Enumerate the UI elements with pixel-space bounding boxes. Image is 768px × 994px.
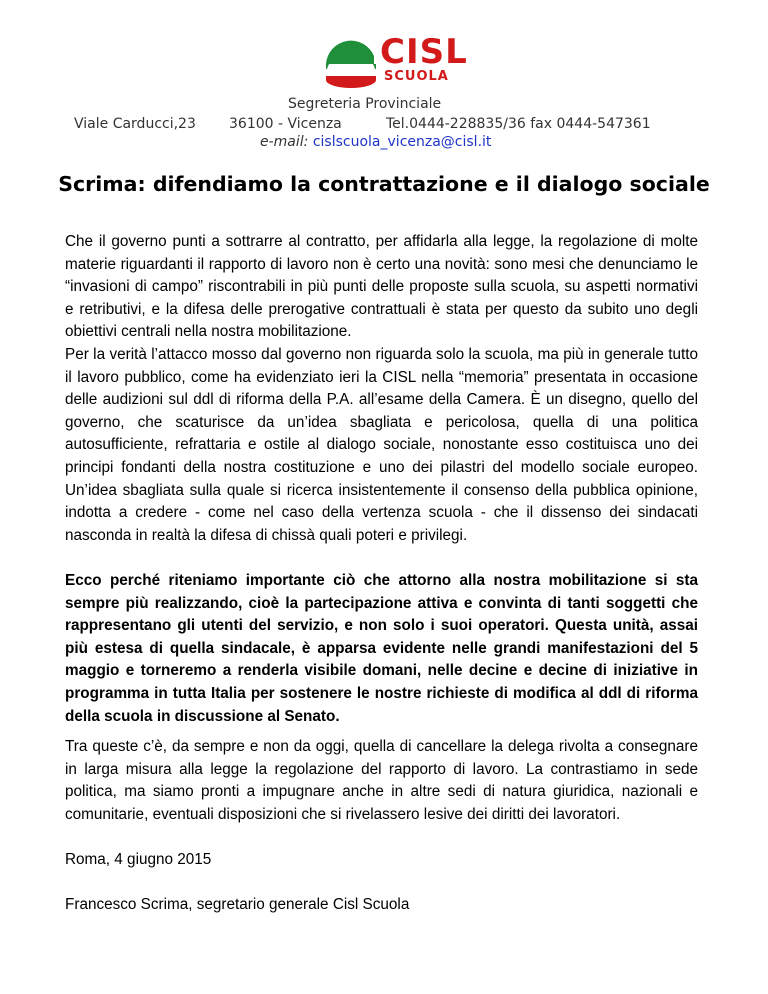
paragraph-2: Per la verità l’attacco mosso dal governo non riguarda solo la scuola, ma più in generale tutto il lavoro pubblico, come ha evidenziato ieri la CISL nella “memoria” presentata in occasione delle audizioni sul ddl di riforma della P.A. all’esame della Camera. È un disegno, quello del governo, che scaturisce da un’idea sbagliata e pericolosa, quella di una politica autosufficiente, refrattaria e ostile al dialogo sociale, nonostante esso costituisca uno dei principi fondanti della nostra costituzione e uno dei pilastri del modello sociale europeo. Un’idea sbagliata sulla quale si ricerca insistentemente il consenso della pubblica opinione, indotta a credere - come nel caso della vertenza scuola - che il dissenso dei sindacati nasconda in realtà la difesa di chissà quali poteri e privilegi.	[65, 346, 698, 544]
header-address: Viale Carducci,23	[74, 116, 196, 132]
cisl-emblem-icon	[322, 36, 378, 88]
header-segreteria: Segreteria Provinciale	[288, 96, 442, 112]
email-link[interactable]: cislscuola_vicenza@cisl.it	[312, 134, 492, 150]
header-email-line	[260, 134, 491, 150]
logo-subtitle: SCUOLA	[384, 69, 449, 84]
cisl-scuola-logo	[322, 32, 472, 88]
email-label: e-mail:	[260, 134, 309, 150]
header-city: 36100 - Vicenza	[229, 116, 342, 132]
paragraph-4: Tra queste c’è, da sempre e non da oggi, quella di cancellare la delega rivolta a consegnare in larga misura alla legge la regolazione del rapporto di lavoro. La contrastiamo in sede politica, ma siamo pronti a impugnare anche in altre sedi di natura giuridica, nazionali e comunitarie, eventuali disposizioni che si rivelassero lesive dei diritti dei lavoratori.	[65, 738, 698, 823]
dateline: Roma, 4 giugno 2015	[65, 851, 212, 868]
paragraph-3: Ecco perché riteniamo importante ciò che attorno alla nostra mobilitazione si sta sempre più realizzando, cioè la partecipazione attiva e convinta di tanti soggetti che rappresentano gli utenti del servizio, e non solo i suoi operatori. Questa unità, assai più estesa di quella sindacale, è apparsa evidente nelle grandi manifestazioni del 5 maggio e torneremo a renderla visibile domani, nelle decine e decine di iniziative in programma in tutta Italia per sostenere le nostre richieste di modifica al ddl di riforma della scuola in discussione al Senato.	[65, 572, 698, 725]
header-phone: Tel.0444-228835/36 fax 0444-547361	[386, 116, 651, 132]
logo-name: CISL	[380, 32, 468, 72]
page-title: Scrima: difendiamo la contrattazione e il dialogo sociale	[58, 172, 710, 196]
paragraph-1: Che il governo punti a sottrarre al contratto, per affidarla alla legge, la regolazione di molte materie riguardanti il rapporto di lavoro non è certo una novità: sono mesi che denunciamo le “invasioni di campo” riscontrabili in più punti delle proposte sulla scuola, su aspetti normativi e retributivi, e la difesa delle prerogative contrattuali è stata per questo da subito uno degli obiettivi centrali nella nostra mobilitazione.	[65, 233, 698, 341]
signature: Francesco Scrima, segretario generale Cisl Scuola	[65, 896, 410, 913]
